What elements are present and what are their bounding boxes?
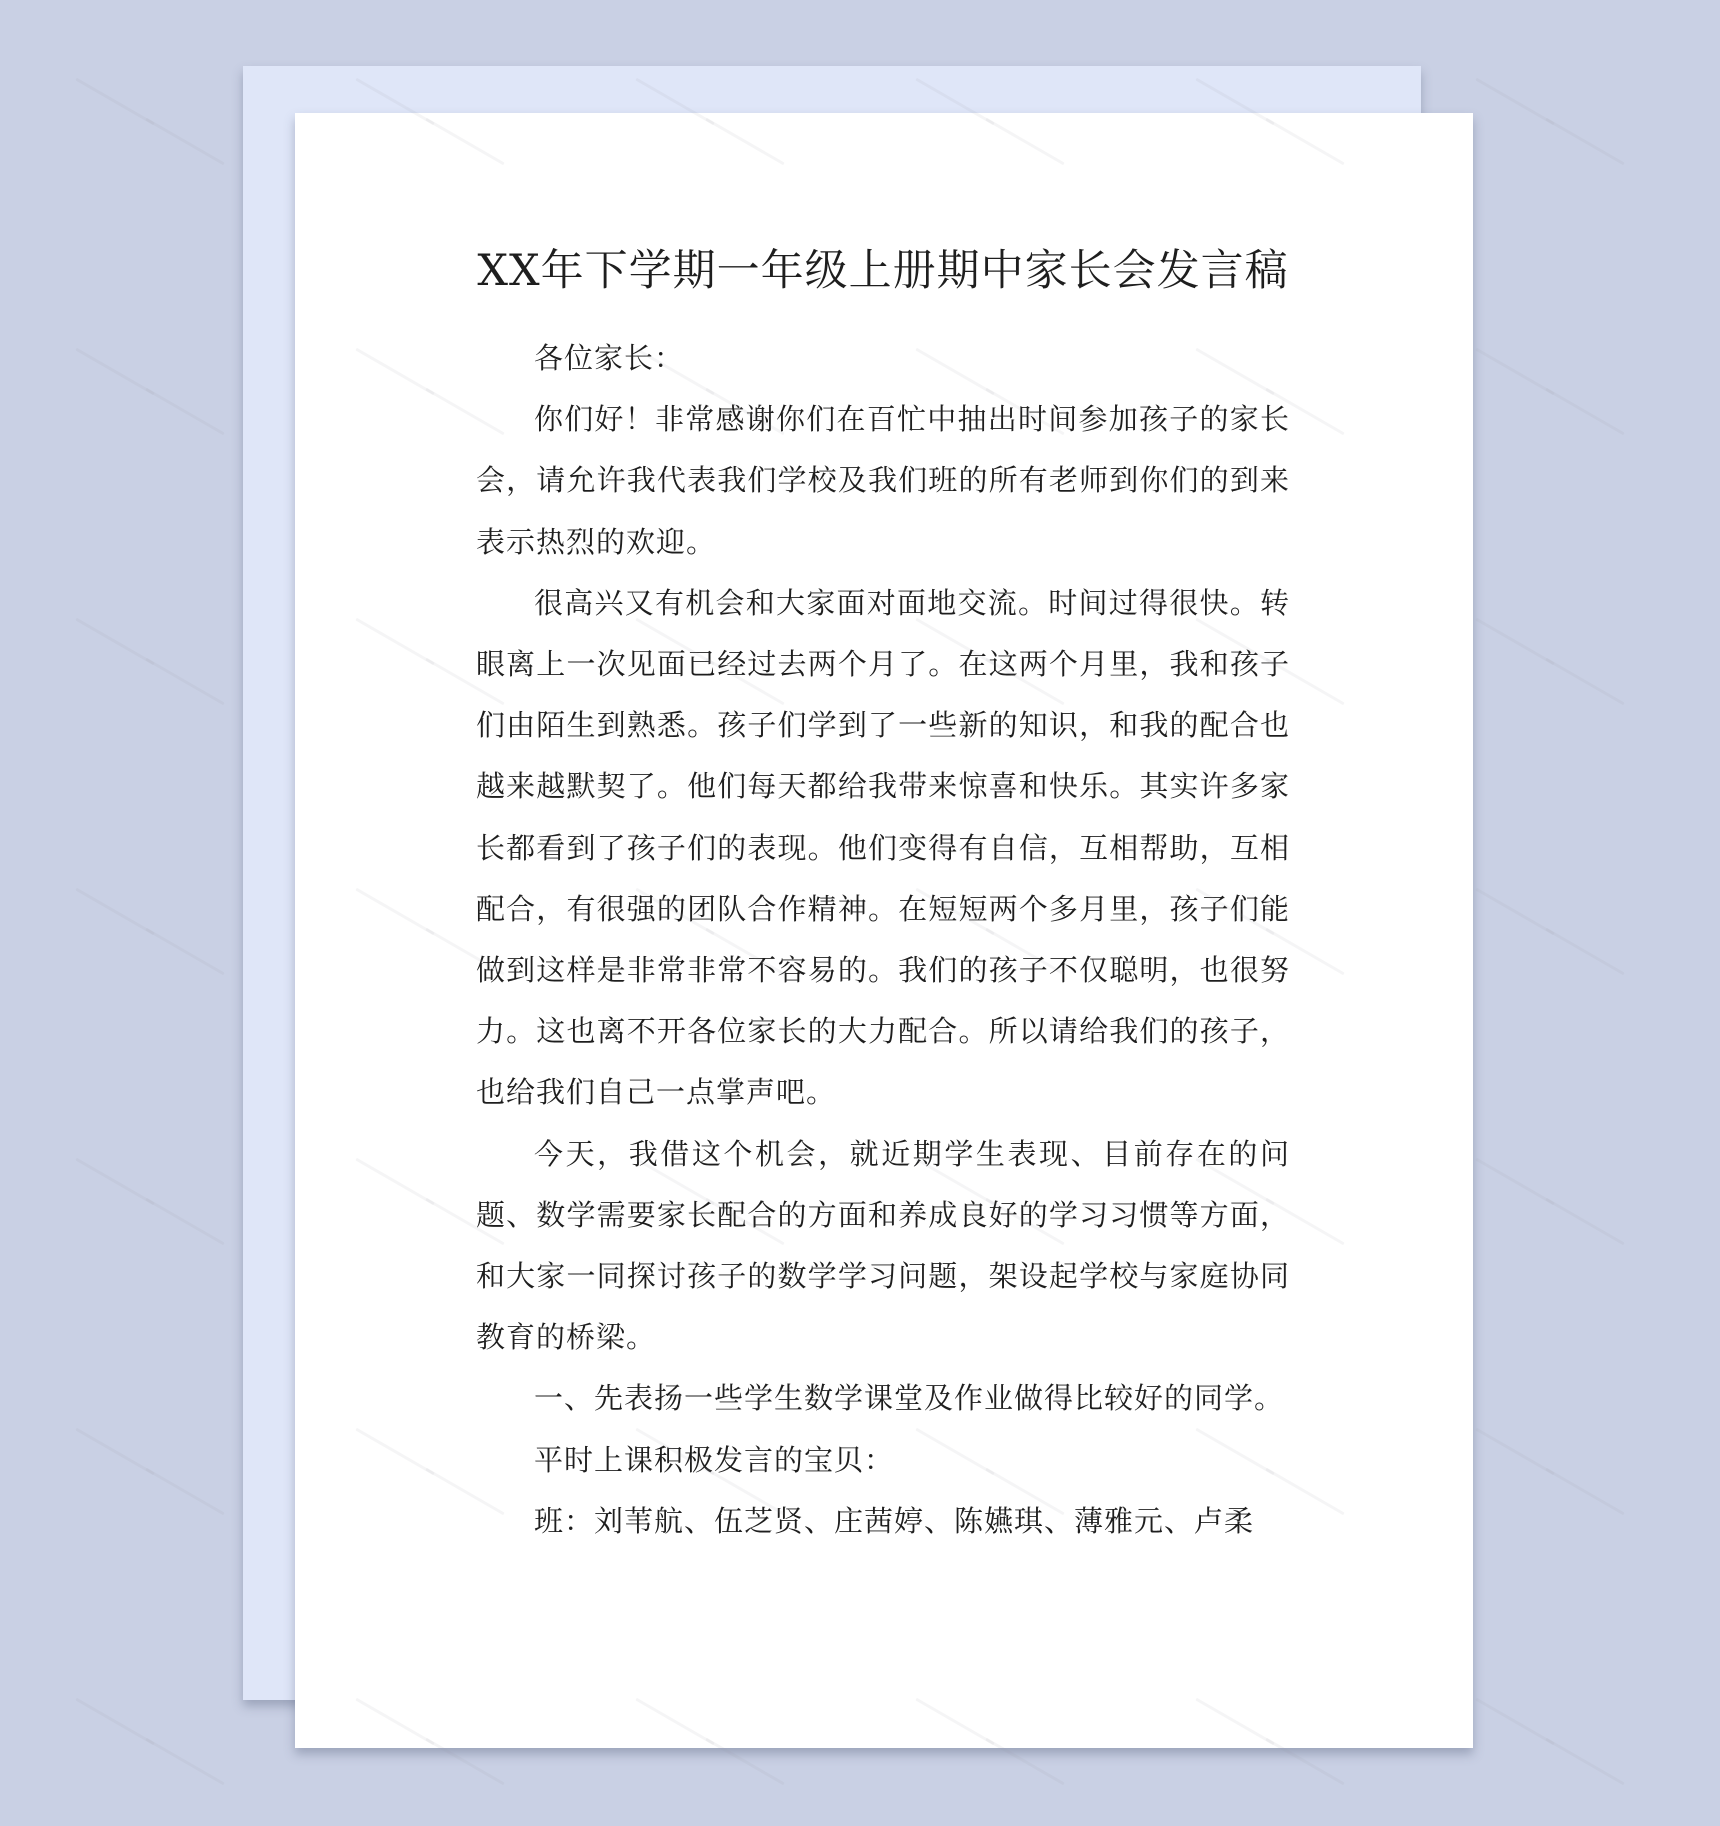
paragraph-agenda: 今天，我借这个机会，就近期学生表现、目前存在的问题、数学需要家长配合的方面和养成良好的学习习惯等方面，和大家一同探讨孩子的数学学习问题，架设起学校与家庭协同教育的桥梁。 [476, 1136, 1290, 1355]
watermark-mark [145, 1738, 224, 1786]
watermark-mark [1545, 1468, 1624, 1516]
watermark-mark [75, 1698, 154, 1746]
paragraph-progress: 很高兴又有机会和大家面对面地交流。时间过得很快。转眼离上一次见面已经过去两个月了。在这两个月里，我和孩子们由陌生到熟悉。孩子们学到了一些新的知识，和我的配合也越来越默契了。他们每天都给我带来惊喜和快乐。其实许多家长都看到了孩子们的表现。他们变得有自信，互相帮助，互相配合，有很强的团队合作精神。在短短两个多月里，孩子们能做到这样是非常非常不容易的。我们的孩子不仅聪明，也很努力。这也离不开各位家长的大力配合。所以请给我们的孩子，也给我们自己一点掌声吧。 [476, 585, 1290, 1110]
paragraph-welcome: 你们好！非常感谢你们在百忙中抽出时间参加孩子的家长会，请允许我代表我们学校及我们班的所有老师到你们的到来表示热烈的欢迎。 [476, 402, 1290, 559]
watermark-mark [1545, 1738, 1624, 1786]
watermark-mark [145, 118, 224, 166]
watermark-mark [1545, 388, 1624, 436]
watermark-mark [1545, 118, 1624, 166]
paragraph-praise-intro: 平时上课积极发言的宝贝： [534, 1442, 895, 1477]
watermark-mark [75, 618, 154, 666]
paragraph-greeting: 各位家长： [534, 341, 685, 375]
watermark-mark [145, 388, 224, 436]
watermark-mark [1545, 1198, 1624, 1246]
watermark-mark [1545, 658, 1624, 706]
watermark-mark [75, 348, 154, 396]
watermark-mark [1475, 78, 1554, 126]
document-title: XX年下学期一年级上册期中家长会发言稿 [477, 246, 1289, 296]
watermark-mark [1475, 1158, 1554, 1206]
watermark-mark [75, 888, 154, 936]
watermark-mark [1545, 928, 1624, 976]
paragraph-section-heading: 一、先表扬一些学生数学课堂及作业做得比较好的同学。 [534, 1381, 1285, 1416]
watermark-mark [75, 1158, 154, 1206]
watermark-mark [75, 1428, 154, 1476]
document-body [476, 240, 1290, 1552]
watermark-mark [1475, 1428, 1554, 1476]
watermark-mark [1475, 348, 1554, 396]
watermark-mark [1475, 888, 1554, 936]
watermark-mark [1475, 618, 1554, 666]
watermark-mark [145, 1198, 224, 1246]
watermark-mark [145, 1468, 224, 1516]
watermark-mark [145, 928, 224, 976]
paragraph-student-names: 班：刘苇航、伍芝贤、庄茜婷、陈嬿琪、薄雅元、卢柔 [534, 1503, 1255, 1538]
watermark-mark [75, 78, 154, 126]
watermark-mark [145, 658, 224, 706]
watermark-mark [1475, 1698, 1554, 1746]
